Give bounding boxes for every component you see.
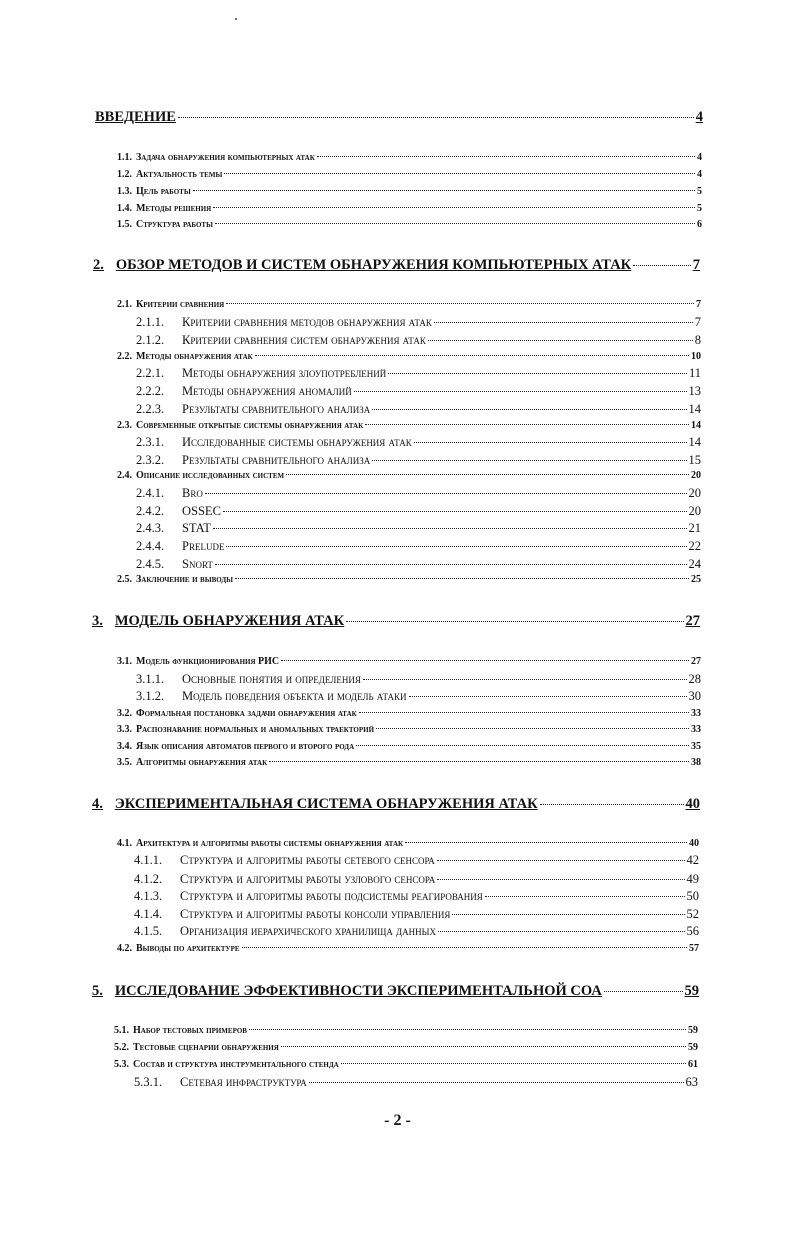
toc-entry-title: Bro	[182, 486, 203, 500]
dot-leader	[434, 322, 693, 323]
toc-page-number: 50	[686, 889, 699, 903]
toc-entry-number: 1.5.	[117, 219, 132, 230]
toc-subsection	[134, 853, 699, 868]
toc-subsection	[136, 384, 701, 399]
toc-page-number: 27	[685, 613, 700, 629]
toc-subsection	[136, 366, 701, 381]
toc-subsection	[136, 402, 701, 417]
toc-page-number: 8	[694, 333, 701, 347]
toc-entry-title: ВВЕДЕНИЕ	[95, 109, 176, 125]
toc-entry-title: Методы обнаружения злоупотреблений	[182, 366, 387, 380]
toc-section	[117, 219, 702, 230]
toc-entry-number: 2.	[93, 257, 104, 273]
toc-subsection	[136, 486, 701, 501]
toc-subsection	[134, 924, 699, 939]
toc-section	[114, 1025, 698, 1036]
toc-entry-number: 2.4.4.	[136, 539, 165, 553]
dot-leader	[309, 1082, 684, 1083]
toc-section	[114, 1059, 698, 1070]
toc-chapter	[92, 613, 700, 630]
dot-leader	[405, 842, 687, 843]
toc-subsection	[134, 907, 699, 922]
toc-entry-number: 5.3.	[114, 1059, 129, 1070]
toc-page-number: 28	[688, 672, 701, 686]
toc-page-number: 59	[688, 1042, 698, 1053]
dot-leader	[242, 947, 687, 948]
dot-leader	[281, 1046, 686, 1047]
toc-entry-title: Исследованные системы обнаружения атак	[182, 435, 412, 449]
dot-leader	[269, 761, 689, 762]
toc-entry-number: 2.4.	[117, 470, 132, 481]
toc-entry-title: Методы обнаружения аномалий	[182, 384, 352, 398]
toc-entry-title: Результаты сравнительного анализа	[182, 402, 371, 416]
toc-entry-number: 2.2.3.	[136, 402, 165, 416]
toc-entry-number: 2.1.2.	[136, 333, 165, 347]
toc-entry-title: Критерии сравнения систем обнаружения атак	[182, 333, 426, 347]
toc-entry-number: 3.3.	[117, 724, 132, 735]
dot-leader	[372, 460, 686, 461]
toc-page-number: 38	[691, 757, 701, 768]
dot-leader	[286, 474, 689, 475]
toc-section	[117, 169, 702, 180]
toc-entry-title: Архитектура и алгоритмы работы системы обнаружения атак	[136, 838, 404, 849]
toc-section	[117, 470, 701, 481]
dot-leader	[633, 265, 691, 266]
toc-chapter	[92, 796, 700, 813]
toc-page-number: 11	[688, 366, 701, 380]
dot-leader	[255, 355, 689, 356]
toc-page-number: 21	[688, 521, 701, 535]
toc-subsection	[136, 453, 701, 468]
dot-leader	[226, 303, 694, 304]
dot-leader	[193, 190, 695, 191]
toc-entry-title: Современные открытые системы обнаружения атак	[136, 420, 364, 431]
toc-entry-title: Результаты сравнительного анализа	[182, 453, 371, 467]
toc-page-number: 25	[691, 574, 701, 585]
toc-entry-title: Распознавание нормальных и аномальных траекторий	[136, 724, 375, 735]
toc-entry-number: 5.2.	[114, 1042, 129, 1053]
toc-entry-title: ЭКСПЕРИМЕНТАЛЬНАЯ СИСТЕМА ОБНАРУЖЕНИЯ АТАК	[114, 796, 538, 812]
toc-entry-title: Модель поведения объекта и модель атаки	[182, 689, 407, 703]
toc-subsection	[134, 1075, 698, 1090]
toc-entry-title: Язык описания автоматов первого и второго рода	[136, 741, 355, 752]
toc-section	[117, 656, 701, 667]
toc-page-number: 33	[691, 724, 701, 735]
toc-subsection	[136, 557, 701, 572]
dot-leader	[409, 696, 687, 697]
toc-entry-number: 2.1.1.	[136, 315, 165, 329]
dot-leader	[365, 424, 689, 425]
toc-entry-number: 4.1.1.	[134, 853, 163, 867]
toc-page-number: 63	[685, 1075, 698, 1089]
toc-entry-title: ИССЛЕДОВАНИЕ ЭФФЕКТИВНОСТИ ЭКСПЕРИМЕНТАЛЬНОЙ СОА	[114, 983, 602, 999]
dot-leader	[356, 745, 689, 746]
toc-page-number: 14	[688, 402, 701, 416]
dot-leader	[438, 931, 685, 932]
toc-entry-title: Методы обнаружения атак	[136, 351, 253, 362]
toc-subsection	[136, 504, 701, 519]
toc-entry-title: Организация иерархического хранилища данных	[180, 924, 436, 938]
toc-entry-number: 4.1.4.	[134, 907, 163, 921]
toc-entry-title: Актуальность темы	[136, 169, 223, 180]
toc-page-number: 7	[692, 257, 700, 273]
toc-page-number: 20	[688, 486, 701, 500]
dot-leader	[224, 173, 695, 174]
toc-entry-title: OSSEC	[182, 504, 221, 518]
dot-leader	[437, 860, 685, 861]
toc-subsection	[136, 435, 701, 450]
toc-section	[117, 741, 701, 752]
toc-entry-number: 2.4.1.	[136, 486, 165, 500]
page-number: - 2 -	[384, 1112, 411, 1129]
toc-entry-number: 4.2.	[117, 943, 132, 954]
dot-leader	[346, 621, 683, 622]
dot-leader	[437, 879, 684, 880]
toc-entry-number: 2.2.1.	[136, 366, 165, 380]
toc-page-number: 52	[686, 907, 699, 921]
toc-subsection	[134, 889, 699, 904]
toc-section	[114, 1042, 698, 1053]
toc-entry-number: 2.2.2.	[136, 384, 165, 398]
toc-page-number: 35	[691, 741, 701, 752]
toc-entry-title: Структура и алгоритмы работы подсистемы реагирования	[180, 889, 483, 903]
toc-entry-number: 3.1.2.	[136, 689, 165, 703]
dot-leader	[215, 223, 695, 224]
toc-entry-number: 2.4.5.	[136, 557, 165, 571]
toc-section	[117, 708, 701, 719]
toc-page-number: 33	[691, 708, 701, 719]
toc-entry-number: 3.2.	[117, 708, 132, 719]
dot-leader	[388, 373, 687, 374]
dot-leader	[485, 896, 685, 897]
dot-leader	[428, 340, 693, 341]
toc-entry-title: Алгоритмы обнаружения атак	[136, 757, 268, 768]
toc-entry-number: 4.1.5.	[134, 924, 163, 938]
dot-leader	[452, 914, 684, 915]
toc-entry-title: Задача обнаружения компьютерных атак	[136, 152, 315, 163]
dot-leader	[213, 528, 687, 529]
toc-entry-number: 2.1.	[117, 299, 132, 310]
toc-page-number: 15	[688, 453, 701, 467]
toc-page-number: 4	[697, 152, 702, 163]
toc-chapter	[92, 983, 699, 1000]
toc-entry-number: 5.	[92, 983, 103, 999]
toc-entry-title: Методы решения	[136, 203, 212, 214]
toc-section	[117, 420, 701, 431]
dot-leader	[359, 712, 689, 713]
toc-entry-number: 2.5.	[117, 574, 132, 585]
toc-subsection	[136, 333, 701, 348]
dot-leader	[215, 564, 687, 565]
toc-page-number: 59	[684, 983, 699, 999]
toc-entry-title: Тестовые сценарии обнаружения	[133, 1042, 279, 1053]
dot-leader	[372, 409, 686, 410]
toc-section	[117, 757, 701, 768]
toc-section	[117, 152, 702, 163]
toc-page-number: 20	[688, 504, 701, 518]
toc-page-number: 42	[686, 853, 699, 867]
toc-page-number: 4	[695, 109, 703, 125]
dot-leader	[213, 207, 695, 208]
toc-page-number: 49	[686, 872, 699, 886]
toc-entry-title: Цель работы	[136, 186, 191, 197]
toc-entry-number: 4.1.3.	[134, 889, 163, 903]
toc-entry-title: Основные понятия и определения	[182, 672, 361, 686]
dot-leader	[235, 578, 689, 579]
toc-page-number: 61	[688, 1059, 698, 1070]
toc-entry-title: STAT	[182, 521, 211, 535]
toc-entry-title: Критерии сравнения методов обнаружения атак	[182, 315, 432, 329]
toc-entry-number: 4.1.	[117, 838, 132, 849]
toc-subsection	[136, 539, 701, 554]
toc-entry-title: Описание исследованных систем	[136, 470, 285, 481]
toc-section	[117, 838, 699, 849]
toc-section	[117, 574, 701, 585]
dot-leader	[281, 660, 689, 661]
dot-leader	[341, 1063, 686, 1064]
toc-subsection	[134, 872, 699, 887]
dot-leader	[317, 156, 695, 157]
toc-entry-title: Критерии сравнения	[136, 299, 225, 310]
toc-page-number: 14	[691, 420, 701, 431]
toc-page-number: 5	[697, 203, 702, 214]
toc-entry-title: Структура и алгоритмы работы сетевого сенсора	[180, 853, 435, 867]
toc-entry-number: 3.1.1.	[136, 672, 165, 686]
toc-entry-number: 2.3.2.	[136, 453, 165, 467]
toc-chapter	[95, 109, 703, 126]
toc-entry-number: 3.4.	[117, 741, 132, 752]
toc-page-number: 10	[691, 351, 701, 362]
toc-entry-number: 4.	[92, 796, 103, 812]
toc-page-number: 59	[688, 1025, 698, 1036]
dot-leader	[540, 804, 684, 805]
toc-entry-number: 5.3.1.	[134, 1075, 163, 1089]
toc-entry-title: Набор тестовых примеров	[133, 1025, 247, 1036]
toc-entry-number: 3.5.	[117, 757, 132, 768]
dot-leader	[249, 1029, 686, 1030]
dot-leader	[414, 442, 687, 443]
toc-section	[117, 299, 701, 310]
dot-leader	[178, 117, 694, 118]
toc-entry-number: 2.3.1.	[136, 435, 165, 449]
toc-page-number: 5	[697, 186, 702, 197]
toc-entry-number: 1.1.	[117, 152, 132, 163]
toc-entry-title: Сетевая инфраструктура	[180, 1075, 307, 1089]
toc-entry-title: Структура и алгоритмы работы консоли управления	[180, 907, 451, 921]
toc-entry-number: 1.4.	[117, 203, 132, 214]
dot-leader	[205, 493, 687, 494]
toc-section	[117, 724, 701, 735]
toc-page-number: 56	[686, 924, 699, 938]
toc-page-number: 40	[689, 838, 699, 849]
dot-leader	[363, 679, 687, 680]
toc-entry-number: 1.3.	[117, 186, 132, 197]
toc-entry-number: 3.1.	[117, 656, 132, 667]
toc-page-number: 13	[688, 384, 701, 398]
toc-entry-title: Формальная постановка задачи обнаружения атак	[136, 708, 357, 719]
toc-section	[117, 943, 699, 954]
toc-page-number: 57	[689, 943, 699, 954]
toc-subsection	[136, 689, 701, 704]
toc-chapter	[93, 257, 700, 274]
toc-entry-title: Состав и структура инструментального стенда	[133, 1059, 339, 1070]
toc-page-number: 4	[697, 169, 702, 180]
toc-page-number: 27	[691, 656, 701, 667]
toc-page-number: 14	[688, 435, 701, 449]
toc-entry-title: МОДЕЛЬ ОБНАРУЖЕНИЯ АТАК	[114, 613, 345, 629]
toc-entry-title: Выводы по архитектуре	[136, 943, 240, 954]
toc-entry-title: ОБЗОР МЕТОДОВ И СИСТЕМ ОБНАРУЖЕНИЯ КОМПЬЮТЕРНЫХ АТАК	[115, 257, 632, 273]
toc-entry-title: Заключение и выводы	[136, 574, 234, 585]
dot-leader	[223, 511, 687, 512]
toc-page-number: 7	[696, 299, 701, 310]
toc-page-number: 40	[685, 796, 700, 812]
toc-entry-title: Модель функционирования РИС	[136, 656, 280, 667]
toc-section	[117, 351, 701, 362]
toc-entry-number: 2.2.	[117, 351, 132, 362]
toc-page-number: 22	[688, 539, 701, 553]
dot-leader	[376, 728, 689, 729]
toc-entry-title: Prelude	[182, 539, 225, 553]
toc-page-number: 30	[688, 689, 701, 703]
toc-entry-title: Структура работы	[136, 219, 213, 230]
toc-entry-title: Snort	[182, 557, 213, 571]
toc-entry-number: 5.1.	[114, 1025, 129, 1036]
toc-subsection	[136, 315, 701, 330]
toc-entry-number: 2.4.2.	[136, 504, 165, 518]
dot-leader	[604, 991, 683, 992]
toc-subsection	[136, 672, 701, 687]
toc-section	[117, 203, 702, 214]
toc-page-number: 6	[697, 219, 702, 230]
dot-leader	[354, 391, 687, 392]
toc-page-number: 7	[694, 315, 701, 329]
toc-entry-number: 3.	[92, 613, 103, 629]
toc-page-number: 24	[688, 557, 701, 571]
dot-leader	[226, 546, 686, 547]
toc-entry-number: 1.2.	[117, 169, 132, 180]
toc-entry-number: 4.1.2.	[134, 872, 163, 886]
toc-entry-number: 2.3.	[117, 420, 132, 431]
toc-entry-number: 2.4.3.	[136, 521, 165, 535]
toc-page-number: 20	[691, 470, 701, 481]
toc-subsection	[136, 521, 701, 536]
toc-entry-title: Структура и алгоритмы работы узлового сенсора	[180, 872, 436, 886]
toc-section	[117, 186, 702, 197]
